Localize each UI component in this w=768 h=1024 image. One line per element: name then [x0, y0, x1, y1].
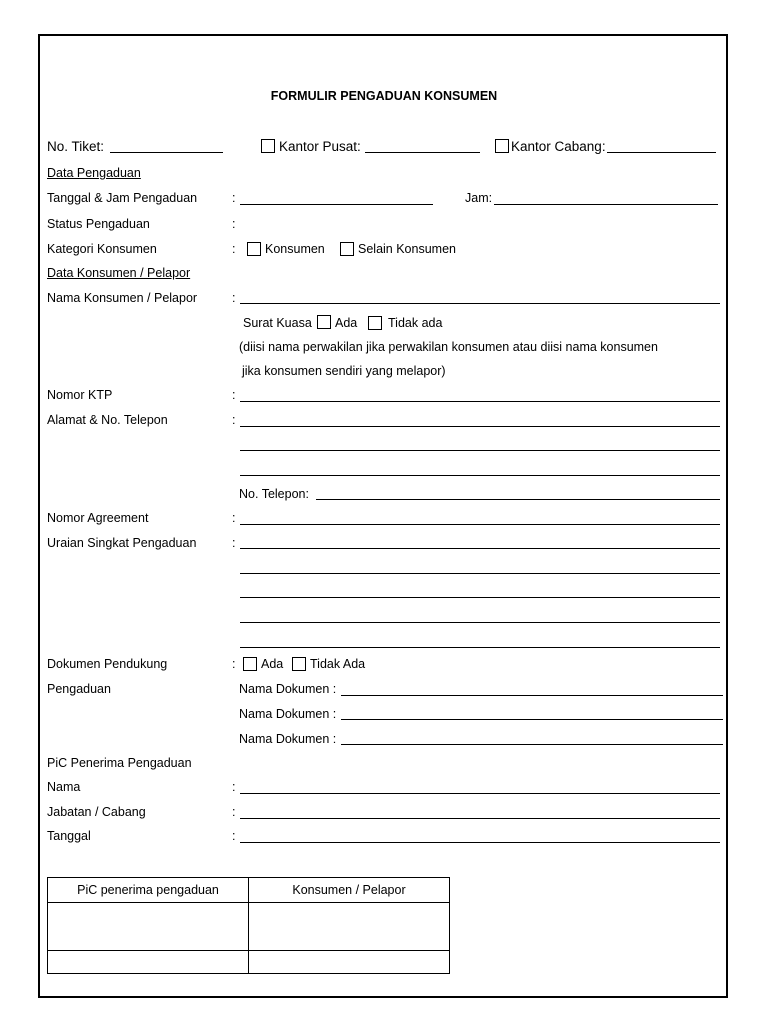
colon: :	[232, 829, 236, 843]
address-field-2[interactable]	[240, 450, 720, 451]
signature-cell-consumer[interactable]	[249, 903, 450, 951]
consumer-category-label: Kategori Konsumen	[47, 242, 157, 256]
ticket-label: No. Tiket:	[47, 139, 105, 154]
category-consumer-label: Konsumen	[265, 242, 325, 256]
documents-no-label: Tidak Ada	[310, 657, 366, 671]
section-consumer-heading: Data Konsumen / Pelapor	[47, 266, 191, 280]
complaint-time-field[interactable]	[494, 204, 718, 205]
pic-date-label: Tanggal	[47, 829, 91, 843]
complaint-date-time-label: Tanggal & Jam Pengaduan	[47, 191, 198, 205]
branch-office-label: Kantor Cabang:	[511, 139, 606, 154]
summary-field-4[interactable]	[240, 622, 720, 623]
agreement-label: Nomor Agreement	[47, 511, 149, 525]
phone-field[interactable]	[316, 499, 720, 500]
consumer-name-label: Nama Konsumen / Pelapor	[47, 291, 198, 305]
consumer-name-field[interactable]	[240, 303, 720, 304]
pic-name-label: Nama	[47, 780, 81, 794]
signature-header-consumer: Konsumen / Pelapor	[249, 878, 450, 903]
poa-no-label: Tidak ada	[388, 316, 443, 330]
ktp-field[interactable]	[240, 401, 720, 402]
note-line-2: jika konsumen sendiri yang melapor)	[242, 364, 446, 378]
signature-name-cell-pic[interactable]	[48, 951, 249, 974]
category-consumer-checkbox[interactable]	[247, 242, 261, 256]
signature-header-pic: PiC penerima pengaduan	[48, 878, 249, 903]
agreement-field[interactable]	[240, 524, 720, 525]
address-field-3[interactable]	[240, 475, 720, 476]
documents-no-checkbox[interactable]	[292, 657, 306, 671]
summary-field-5[interactable]	[240, 647, 720, 648]
colon: :	[232, 780, 236, 794]
phone-label: No. Telepon:	[239, 487, 309, 501]
head-office-checkbox[interactable]	[261, 139, 275, 153]
category-other-checkbox[interactable]	[340, 242, 354, 256]
colon: :	[232, 805, 236, 819]
documents-label-2: Pengaduan	[47, 682, 111, 696]
document-name-field-3[interactable]	[341, 744, 723, 745]
poa-yes-checkbox[interactable]	[317, 315, 331, 329]
colon: :	[232, 413, 236, 427]
head-office-field[interactable]	[365, 152, 480, 153]
document-name-label-2: Nama Dokumen :	[239, 707, 337, 721]
note-line-1: (diisi nama perwakilan jika perwakilan konsumen atau diisi nama konsumen	[239, 340, 658, 354]
documents-yes-label: Ada	[261, 657, 284, 671]
colon: :	[232, 388, 236, 402]
signature-name-cell-consumer[interactable]	[249, 951, 450, 974]
signature-cell-pic[interactable]	[48, 903, 249, 951]
section-complaint-heading: Data Pengaduan	[47, 166, 141, 180]
branch-office-checkbox[interactable]	[495, 139, 509, 153]
pic-position-label: Jabatan / Cabang	[47, 805, 146, 819]
ktp-label: Nomor KTP	[47, 388, 113, 402]
pic-date-field[interactable]	[240, 842, 720, 843]
complaint-date-field[interactable]	[240, 204, 433, 205]
form-title: FORMULIR PENGADUAN KONSUMEN	[270, 89, 498, 103]
complaint-time-label: Jam:	[465, 191, 493, 205]
document-name-label-1: Nama Dokumen :	[239, 682, 337, 696]
document-name-field-1[interactable]	[341, 695, 723, 696]
documents-label-1: Dokumen Pendukung	[47, 657, 168, 671]
colon: :	[232, 657, 236, 671]
colon: :	[232, 536, 236, 550]
poa-yes-label: Ada	[335, 316, 358, 330]
colon: :	[232, 511, 236, 525]
colon: :	[232, 291, 236, 305]
document-name-label-3: Nama Dokumen :	[239, 732, 337, 746]
branch-office-field[interactable]	[607, 152, 716, 153]
summary-field-2[interactable]	[240, 573, 720, 574]
address-label: Alamat & No. Telepon	[47, 413, 168, 427]
summary-field-1[interactable]	[240, 548, 720, 549]
pic-name-field[interactable]	[240, 793, 720, 794]
colon: :	[232, 191, 236, 205]
summary-field-3[interactable]	[240, 597, 720, 598]
head-office-label: Kantor Pusat:	[279, 139, 361, 154]
category-other-label: Selain Konsumen	[358, 242, 456, 256]
poa-no-checkbox[interactable]	[368, 316, 382, 330]
colon: :	[232, 242, 236, 256]
pic-heading: PiC Penerima Pengaduan	[47, 756, 192, 770]
summary-label: Uraian Singkat Pengaduan	[47, 536, 197, 550]
documents-yes-checkbox[interactable]	[243, 657, 257, 671]
signature-table	[47, 877, 450, 974]
colon: :	[232, 217, 236, 231]
document-name-field-2[interactable]	[341, 719, 723, 720]
ticket-field[interactable]	[110, 152, 223, 153]
address-field-1[interactable]	[240, 426, 720, 427]
complaint-status-label: Status Pengaduan	[47, 217, 150, 231]
pic-position-field[interactable]	[240, 818, 720, 819]
power-of-attorney-label: Surat Kuasa	[243, 316, 312, 330]
